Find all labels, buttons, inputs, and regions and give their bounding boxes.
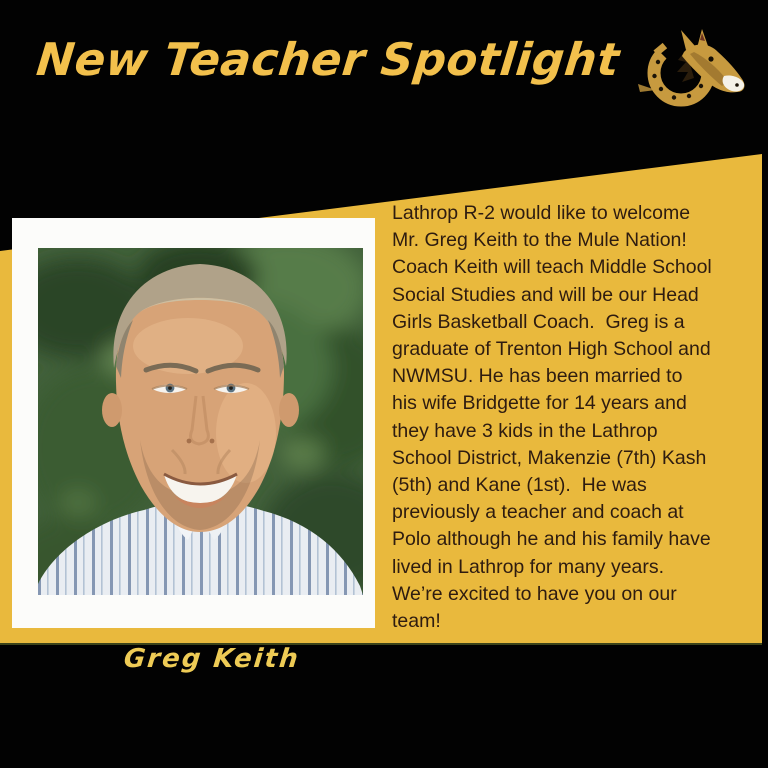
band-bottom-edge	[0, 643, 762, 645]
bio-text	[392, 200, 764, 635]
bio-line: graduate of Trenton High School and	[392, 338, 711, 361]
bio-line: Coach Keith will teach Middle School	[392, 256, 712, 279]
bio-line: team!	[392, 610, 441, 633]
teacher-photo	[38, 248, 363, 595]
bio-line: Girls Basketball Coach. Greg is a	[392, 310, 685, 333]
bio-line: (5th) and Kane (1st). He was	[392, 474, 647, 497]
bio-line: Polo although he and his family have	[392, 528, 711, 551]
portrait-illustration	[38, 248, 363, 595]
bio-line: School District, Makenzie (7th) Kash	[392, 446, 707, 469]
bio-line: We’re excited to have you on our	[392, 582, 677, 605]
bio-line: NWMSU. He has been married to	[392, 365, 683, 388]
bio-line: previously a teacher and coach at	[392, 501, 684, 524]
bio-line: Mr. Greg Keith to the Mule Nation!	[392, 229, 687, 252]
photo-frame	[12, 218, 375, 628]
bio-line: Lathrop R-2 would like to welcome	[392, 202, 691, 224]
teacher-name-caption: Greg Keith	[122, 644, 302, 674]
page-title: New Teacher Spotlight	[34, 33, 623, 86]
bio-line: lived in Lathrop for many years.	[392, 555, 665, 578]
bio-line: his wife Bridgette for 14 years and	[392, 392, 687, 415]
bio-line: they have 3 kids in the Lathrop	[392, 419, 658, 442]
bio-line: Social Studies and will be our Head	[392, 283, 699, 306]
mule-horseshoe-logo-icon	[636, 26, 758, 112]
